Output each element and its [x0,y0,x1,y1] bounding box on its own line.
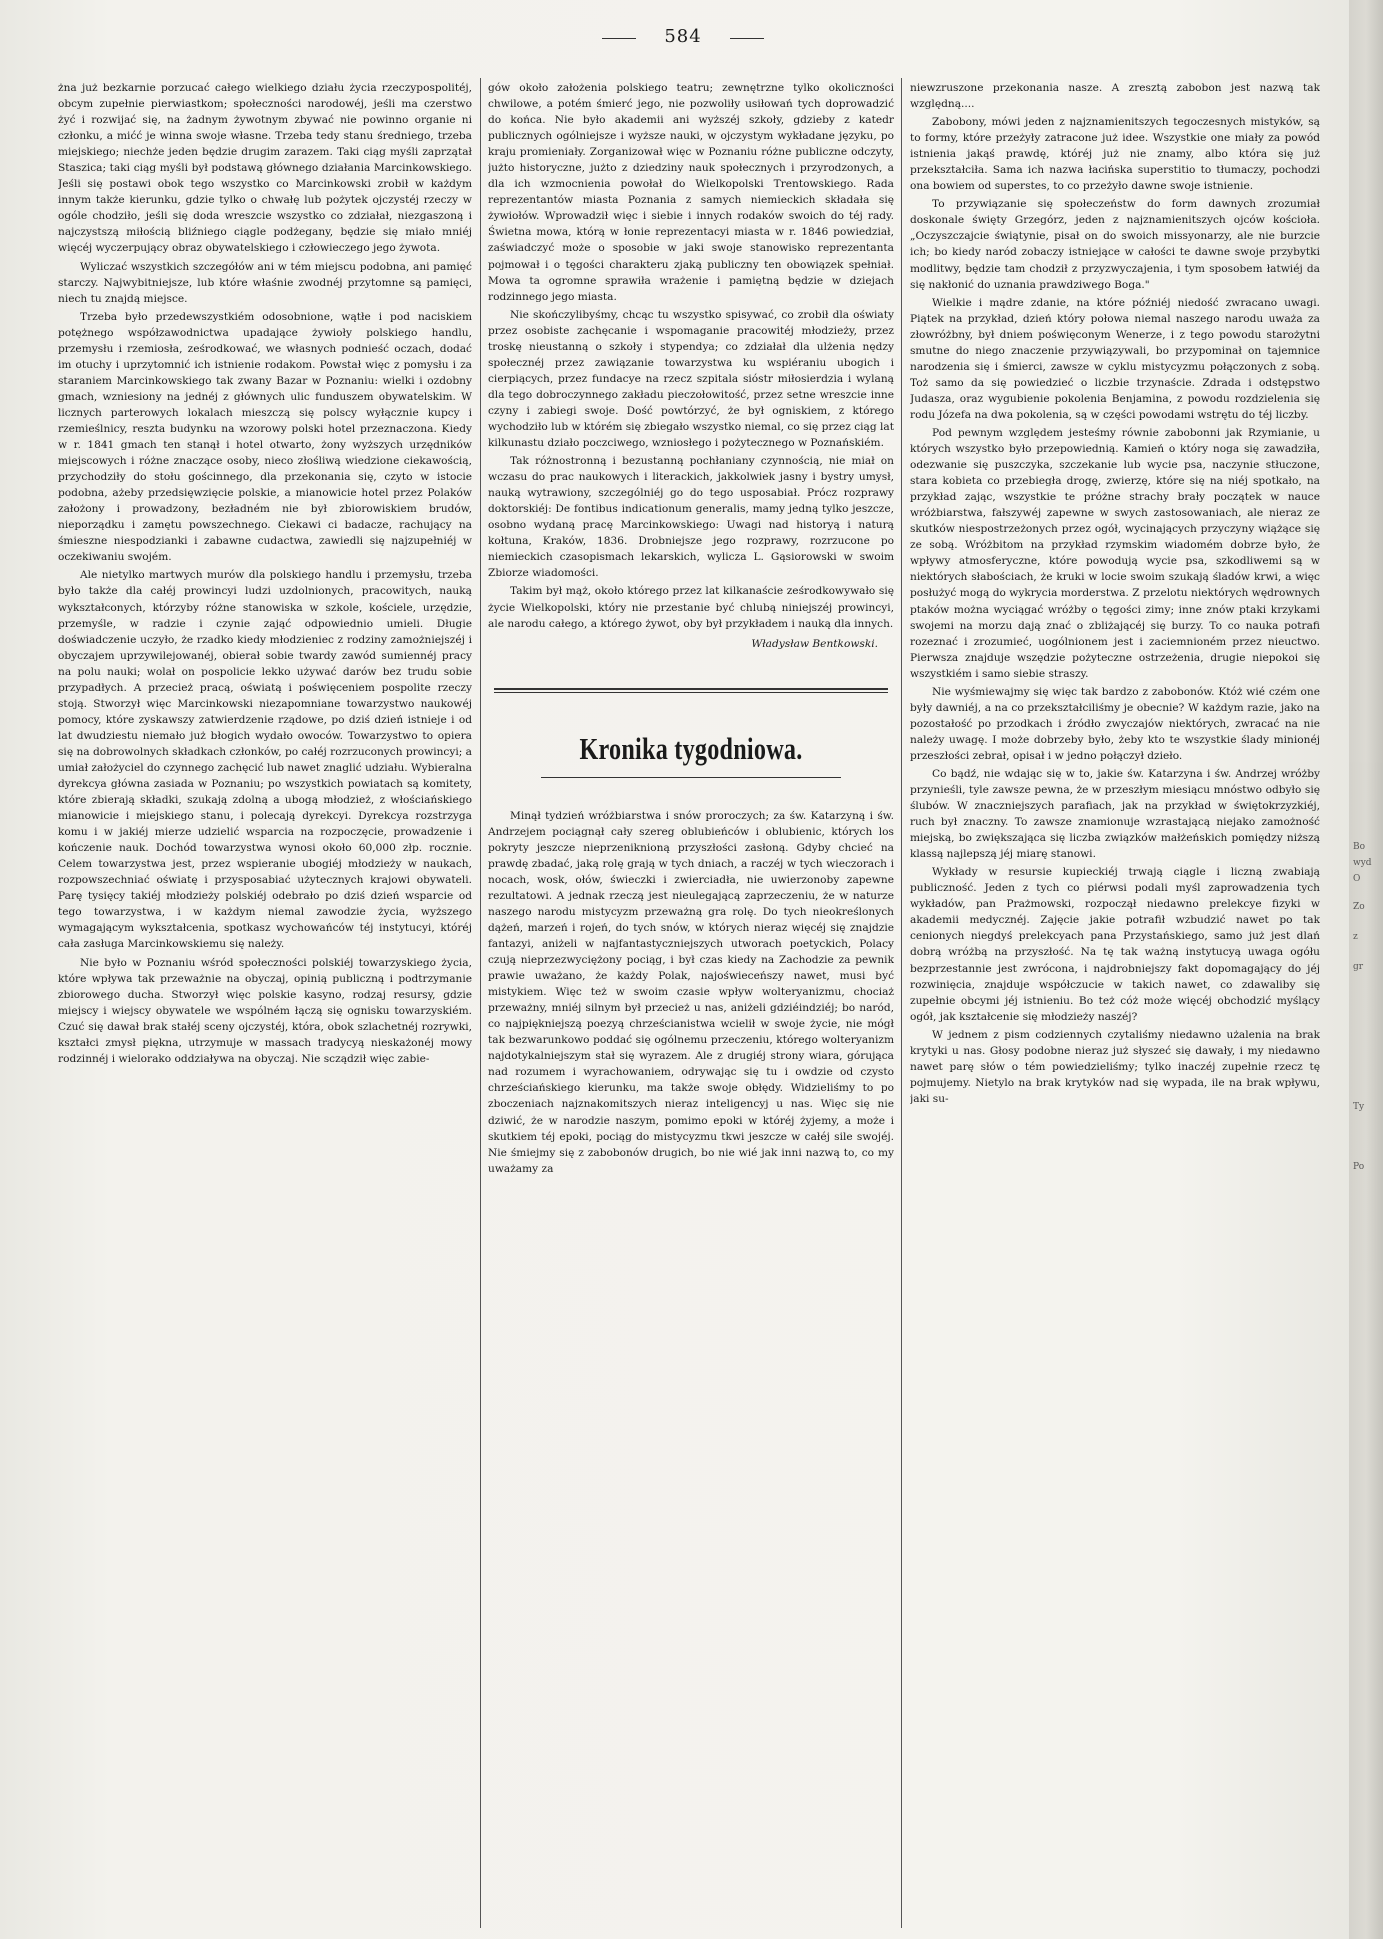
column-2 [488,80,894,1925]
edge-fragment: Bo [1353,842,1366,852]
article-paragraph: Nie skończylibyśmy, chcąc tu wszystko spisywać, co zrobił dla oświaty przez osobiste zachęcanie i wspomaganie pracowitéj młodzieży, przez troskę nieustanną o szkoły i stypendya; co zdziałał dla ulżenia nędzy społecznéj przez zawiązanie towarzystwa ku wspiéraniu ubogich i cierpiących, przez fundacye na rzecz szpitala sióstr miłosierdzia i wylaną dla tego dobroczynnego zakładu pieczołowitość, przez setne wreszcie inne czyny i zabiegi swoje. Dość powtórzyć, że był ogniskiem, z którego wychodziło lub w którém się zbiegało wszystko niemal, co się przez ciąg lat kilkunastu działo poczciwego, wzniosłego i pożytecznego w Poznańskiém. [488,308,894,450]
article-paragraph: Trzeba było przedewszystkiém odosobnione, wątłe i pod naciskiem potężnego współzawodnictwa upadające żywioły polskiego handlu, przemysłu i rzemiosła, ześrodkować, we własnych podnieść oczach, dodać im otuchy i uprzytomnić ich istnienie rodakom. Powstał więc z pomysłu i za staraniem Marcinkowskiego tak zwany Bazar w Poznaniu: wielki i ozdobny gmach, wzniesiony na jednéj z głównych ulic funduszem obywatelskim. W licznych parterowych lokalach mieszczą się polscy wyłącznie kupcy i rzemieślnicy, reszta budynku na wzorowy polski hotel przeznaczona. Kiedy w r. 1841 gmach ten stanął i hotel otwarto, żony wyższych urzędników miejscowych i różne znaczące osoby, nieco złośliwą wiedzione ciekawością, przychodziły do stołu gościnnego, dla przekonania się, czyto w istocie podobna, ażeby przedsięwzięcie polskie, a mianowicie hotel przez Polaków założony i prowadzony, bezładném nie był zbiorowiskiem brudów, nieporządku i zamętu powszechnego. Ciekawi ci badacze, rachujący na śmieszne niespodzianki i zabawne cudactwa, zawiedli się najzupełniéj w oczekiwaniu swojém. [58,310,472,564]
edge-fragment: Ty [1353,1102,1365,1112]
column-3 [910,80,1320,1925]
kronika-paragraph: Wielkie i mądre zdanie, na które późniéj niedość zwracano uwagi. Piątek na przykład, dzień który połowa niemal naszego narodu uważa za złowróżbny, był dniem poświęconym Wenerze, i z tego powodu starożytni smutne do niego znaczenie przywiązywali, bo przypominał on tajemnice narodzenia się i śmierci, zawsze w cyklu mistycyzmu połączonych z sobą. Toż samo da się powiedzieć o liczbie trzynaście. Zdrada i odstępstwo Judasza, oraz wygubienie pokolenia Benjamina, z powodu rozdzielenia się rodu Józefa na dwa pokolenia, są w części powodami wstrętu do téj liczby. [910,296,1320,421]
page-number: 584 [618,26,748,47]
article-paragraph: Takim był mąż, około którego przez lat kilkanaście ześrodkowywało się życie Wielkopolski, który nie przestanie być chlubą niniejszéj prowincyi, ale narodu całego, a którego żywot, oby był przykładem i nauką dla innych. [488,585,894,630]
kronika-paragraph: Zabobony, mówi jeden z najznamienitszych tegoczesnych mistyków, są to formy, które przeżyły zatracone już idee. Wszystkie one miały za powód istnienia jakąś prawdę, któréj już nie znamy, albo która się już przekształciła. Sama ich nazwa łacińska superstitio to tłumaczy, pochodzi ona bowiem od superstes, to co przeżyło dawne swoje istnienie. [910,116,1320,193]
kronika-paragraph: To przywiązanie się społeczeństw do form dawnych zrozumiał doskonale święty Grzegórz, jeden z najznamienitszych ojców kościoła. „Oczyszczajcie świątynie, pisał on do swoich missyonarzy, ale nie burzcie ich; bo kiedy naród zobaczy istniejące w całości te dawne swoje przybytki modlitwy, będzie tam chodził z przyzwyczajenia, i tym sposobem łatwiéj da się nakłonić do uznania prawdziwego Boga." [910,198,1320,291]
edge-fragment: Po [1353,1162,1365,1172]
kronika-paragraph: Wykłady w resursie kupieckiéj trwają ciągle i liczną zwabiają publiczność. Jeden z tych co piérwsi podali myśl zaprowadzenia tych wykładów, pan Prażmowski, rozpoczął niedawno prelekcye fizyki w akademii medycznéj. Zajęcie jakie potrafił wzbudzić nawet po tak cenionych niegdyś prelekcyach pana Przystańskiego, samo już jest dlań dobrą wróżbą na przyszłość. Na tę tak ważną instytucyą uwaga ogółu bezprzestannie jest zwrócona, i najdrobniejszy fakt dopomagający do jéj rozwinięcia, znajduje współczucie w takich nawet, co zdawaliby się zupełnie obcymi jéj istnieniu. Bo też cóż może więcéj obchodzić myślący ogół, jak kształcenie się młodzieży naszéj? [910,866,1320,1023]
column-1 [58,80,472,1925]
section-divider [494,688,888,693]
kronika-paragraph: W jednem z pism codziennych czytaliśmy niedawno użalenia na brak krytyki u nas. Głosy podobne nieraz już słyszeć się dawały, i my niedawno nawet parę słów o tém powiedzieliśmy; tylko inaczéj zupełnie rzecz tę pojmujemy. Nietylo na brak krytyków nad się wypada, ile na brak wpływu, jaki su- [910,1028,1320,1105]
kronika-paragraph: Nie wyśmiewajmy się więc tak bardzo z zabobonów. Któż wié czém one były dawniéj, a na co przekształciliśmy je obecnie? W każdym razie, jako na pozostałość po przodkach i źródło zwyczajów niektórych, zwracać na nie należy uwagę. I może dobrzeby było, żeby kto te wszystkie ślady minionéj przeszłości zebrał, opisał i w jedno połączył dzieło. [910,685,1320,762]
author-signature: Władysław Bentkowski. [751,637,878,650]
page-header [0,26,1383,56]
article-paragraph: gów około założenia polskiego teatru; zewnętrzne tylko okoliczności chwilowe, a potém śmierć jego, nie pozwoliły usiłowań tych doprowadzić do końca. Nie było akademii ani wyższéj szkoły, gdzieby z katedr publicznych ogólniejsze i wyższe nauki, w ojczystym wykładane języku, po kraju promieniały. Zorganizował więc w Poznaniu różne publiczne odczyty, jużto historyczne, jużto z dziedziny nauk społecznych i przyrodzonych, a dla ich wzmocnienia powołał do Wielkopolski Trentowskiego. Rada reprezentantów miasta Poznania z samych niemieckich składała się żywiołów. Wprowadził więc i siebie i innych rodaków swoich do téj rady. Świetna mowa, którą w łonie reprezentacyi miasta w r. 1846 powiedział, zaświadczyć może o sposobie w jaki swoje stanowisko reprezentanta pojmował i o tęgości charakteru zjaką publiczny ten obowiązek spełniał. Mowa ta ogromne sprawiła wrażenie i pamiętną będzie w dziejach rodzinnego jego miasta. [488,82,894,303]
edge-fragment: wyd [1353,858,1372,868]
kronika-paragraph: Co bądź, nie wdając się w to, jakie św. Katarzyna i św. Andrzej wróżby przynieśli, tyle zawsze pewna, że w przeszłym miesiącu mnóstwo odbyło się ślubów. W znaczniejszych parafiach, jak na przykład w świętokrzyzkiéj, ruch był znaczny. To zawsze znamionuje wzrastającą niejako zamożność miejską, bo zwiększająca się liczba związków małżeńskich pomiędzy niższą klassą najlepszą jéj miarę stanowi. [910,767,1320,861]
kronika-paragraph: niewzruszone przekonania nasze. A zresztą zabobon jest nazwą tak względną.... [910,82,1320,111]
kronika-paragraph: Pod pewnym względem jesteśmy równie zabobonni jak Rzymianie, u których wszystko było przepowiednią. Kamień o który noga się zawadziła, odezwanie się puszczyka, szczekanie lub wycie psa, naczynie stłuczone, stara kobieta co przebiegła drogę, zwierzę, które się na niéj spotkało, na przykład zając, wszystkie te próżne strachy brały początek w nauce wróżbiarstwa, fałszywéj zapewne w swych zastosowaniach, ale nieraz ze skutków niespostrzeżonych przez ogół, wycinających przyczyny wiążące się ze sobą. Wróżbitom na przykład rzymskim wiadomém dobrze było, że wpływy atmosferyczne, które powodują wycie psa, szkodliwemi są w niektórych słabościach, że kruki w locie swoim szukają śladów krwi, a więc posłużyć mogą do wykrycia morderstwa. Z przelotu niektórych wędrownych ptaków można wyciągać wróżby o tęgości zimy; inne znów ptaki krzykami swojemi na morzu dają znać o zbliżającéj się burzy. To co nauka potrafi rozeznać i zrozumieć, uogólnionem jest i zaciemnioném przez nieuctwo. Pierwsza znajduje wszędzie pożyteczne ostrzeżenia, drugie niepokoi się wszystkiém i samo siebie straszy. [910,426,1320,680]
section-title: Kronika tygodniowa. [579,730,803,766]
edge-fragment: O [1353,874,1361,884]
article-paragraph: Wyliczać wszystkich szczegółów ani w tém miejscu podobna, ani pamięć starczy. Najwybitniejsze, lub które właśnie zwodnéj przytomne są pamięci, niech tu znajdą miejsce. [58,260,472,305]
article-paragraph: Nie było w Poznaniu wśród społeczności polskiéj towarzyskiego życia, które wpływa tak przeważnie na obyczaj, opinią publiczną i podtrzymanie zbiorowego ducha. Stworzył więc polskie kasyno, rodzaj resursy, gdzie miejscy i wiejscy obywatele we wspólném łączą się ognisku towarzyskiém. Czuć się dawał brak stałéj sceny ojczystéj, która, obok szlachetnéj rozrywki, kształci zmysł piękna, utrzymuje w massach tradycyą nieskażonéj mowy rodzinnéj i wielorako oddziaływa na obyczaj. Nie scządził więc zabie- [58,956,472,1065]
title-underline [541,777,841,778]
column-rule-left [480,78,481,1928]
edge-fragment: gr [1353,962,1364,972]
column-rule-right [901,78,902,1928]
adjacent-page-edge [1349,0,1383,1939]
article-paragraph: Tak różnostronną i bezustanną pochłaniany czynnością, nie miał on wczasu do prac naukowych i literackich, jakkolwiek jasny i bystry umysł, nauką wytrawiony, szczególniéj go do tego usposabiał. Prócz rozprawy doktorskiéj: De fontibus indicationum generalis, mamy jedną tylko jeszcze, osobno wydaną pracę Marcinkowskiego: Uwagi nad historyą i naturą kołtuna, Kraków, 1836. Drobniejsze jego rozprawy, rozrzucone po niemieckich czasopismach lekarskich, wylicza L. Gąsiorowski w swoim Zbiorze wiadomości. [488,455,894,580]
article-paragraph: Ale nietylko martwych murów dla polskiego handlu i przemysłu, trzeba było także dla całéj prowincyi ludzi uzdolnionych, pracowitych, nauką wykształconych, którzyby różne stanowiska w szkole, kościele, urzędzie, przemyśle, w radzie i czynie zająć odpowiednio umieli. Długie doświadczenie uczyło, że rzadko kiedy młodzieniec z rodziny zamożniejszéj i obyczajem uprzywilejowanéj, obierał sobie twardy zawód sumiennéj pracy na polu nauki; wolał on pospolicie lekko używać darów bez trudu sobie przypadłych. A przecież pracą, oświatą i poświęceniem pospolite rzeczy stoją. Stworzył więc Marcinkowski niezapomniane towarzystwo naukowéj pomocy, które zyskawszy zatwierdzenie rządowe, po dziś dzień istnieje i od lat dwudziestu niemało już błogich wydało owoców. Towarzystwo to opiera się na dobrowolnych składkach członków, po całéj rozrzuconych prowincyi; a umiał założyciel do czynnego zachęcić lub nawet znaglić udziału. Wybieralna dyrekcya główna zasiada w Poznaniu; po wszystkich powiatach są komitety, które zbierają składki, szukają zdolną a ubogą młodzież, z włościańskiego mianowicie i miejskiego stanu, i polecają dyrekcyi. Dyrekcya rozstrzyga komu i w jakiéj mierze udzielić wsparcia na rozpoczęcie, prowadzenie i kończenie nauk. Dochód towarzystwa wynosi około 60,000 złp. rocznie. Celem towarzystwa jest, przez wspieranie ubogiéj młodzieży w naukach, rozpowszechniać oświatę i przysposabiać użytecznych krajowi obywateli. Parę tysięcy takiéj młodzieży polskiéj odebrało po dziś dzień wsparcie od tego towarzystwa, i w każdym niemal zawodzie życia, wyższego wymagającym wykształcenia, spotkasz wychowańców téj instytucyi, któréj cała zasługa Marcinkowskiemu się należy. [58,569,472,951]
article-paragraph: żna już bezkarnie porzucać całego wielkiego działu życia rzeczypospolitéj, obcym zupełnie pierwiastkom; społeczności narodowéj, jeśli ma czerstwo żyć i rozwijać się, na żadnym żywotnym zbywać nie powinno organie ni członku, a mićć je winna swoje własne. Trzeba tedy stanu średniego, trzeba miejskiego; niechże jeden będzie drugim zarazem. Taki ciąg myśli zaprzątał Staszica; taki ciąg myśli był podstawą głównego działania Marcinkowskiego. Jeśli się postawi obok tego wszystko co Marcinkowski zrobił w każdym innym także kierunku, gdzie tylko o chwałę lub pożytek ojczystéj rzeczy w ogóle chodziło, jeśli się doda wreszcie wszystko co zdziałał, niezgaszoną i najczystszą miłością bliźniego ciągle podżegany, będzie się miało mniéj więcéj wyczerpujący obraz obywatelskiego i człowieczego jego żywota. [58,82,472,255]
edge-fragment: z [1353,932,1358,942]
edge-fragment: Zo [1353,902,1365,912]
kronika-paragraph: Minął tydzień wróżbiarstwa i snów proroczych; za św. Katarzyną i św. Andrzejem pociągnął cały szereg oblubieńców i oblubienic, których los pokryty jeszcze nieprzeniknioną przyszłości zasłoną. Gdyby chcieć na prawdę zbadać, jaką rolę grają w tych dniach, a raczéj w tych wieczorach i nocach, wosk, ołów, świeczki i zwierciadła, nie uwierzonoby zapewne rezultatowi. A jednak rzeczą jest nieulegającą zaprzeczeniu, że w naturze naszego narodu mistycyzm przeważną gra rolę. Do tych nieokreślonych dążeń, marzeń i rojeń, do tych snów, w których nieraz więcéj się znajdzie fantazyi, aniżeli w najfantastyczniejszych utworach poetyckich, Polacy czują nieprzezwyciężony pociąg, i był czas kiedy na Zachodzie za pewnik prawie uważano, że każdy Polak, najoświeceńszy nawet, musi być mistykiem. Więc też w swoim czasie wpływ wolteryanizmu, chociaż przeważny, mniéj silnym był przecież u nas, aniżeli gdziéindziéj; bo naród, co najpiękniejszą poezyą chrześcianistwa wcielił w swoje życie, nie mógł tak bezwarunkowo poddać się ogólnemu przeczeniu, którego wolteryanizm najdotykalniejszym stał się wyrazem. Ale z drugiéj strony wiara, górująca nad rozumem i wyrachowaniem, odrywając się tu i owdzie od czysto chrześciańskiego kierunku, ma także swoje obłędy. Widzieliśmy to po zboczeniach najznakomitszych nieraz inteligencyj u nas. Więc się nie dziwić, że w narodzie naszym, pomimo epoki w któréj żyjemy, a może i skutkiem téj epoki, pociąg do mistycyzmu tkwi jeszcze w całéj sile swojéj. Nie śmiejmy się z zabobonów drugich, bo nie wié jak inni nazwą to, co my uważamy za [488,809,894,1175]
